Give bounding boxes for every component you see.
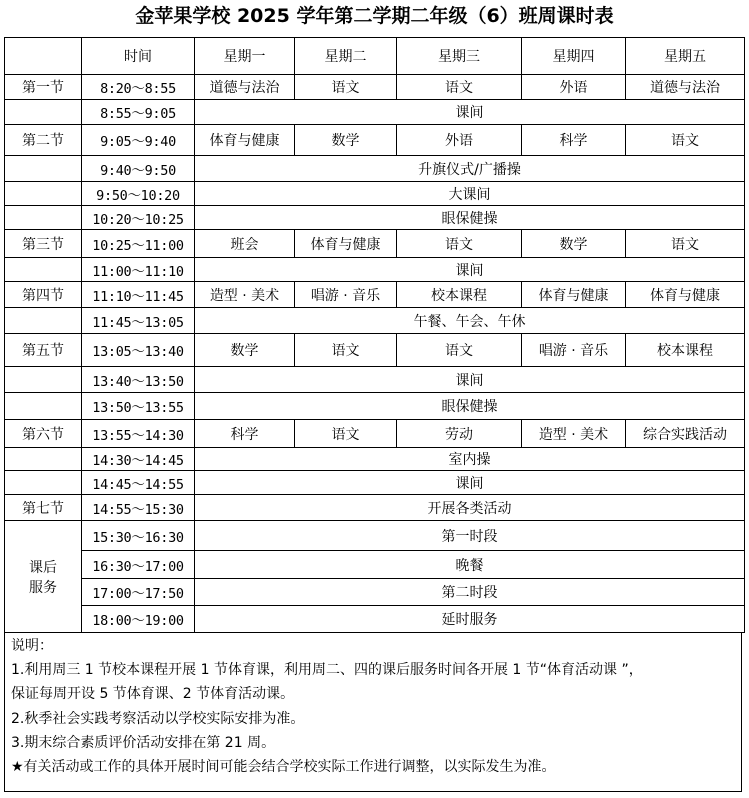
class-cell: 综合实践活动	[626, 420, 745, 448]
table-row	[5, 521, 745, 551]
notes-line: 保证每周开设 5 节体育课、2 节体育活动课。	[11, 686, 295, 703]
time-cell: 14:45～14:55	[82, 471, 195, 495]
class-cell: 体育与健康	[626, 282, 745, 308]
activity-cell: 延时服务	[195, 606, 745, 633]
period-label: 第六节	[5, 420, 82, 448]
table-row	[5, 551, 745, 579]
table-row	[5, 125, 745, 156]
table-row	[5, 308, 745, 334]
activity-cell: 大课间	[195, 182, 745, 206]
time-cell: 10:20～10:25	[82, 206, 195, 230]
class-cell: 体育与健康	[195, 125, 295, 156]
period-label: 第五节	[5, 334, 82, 367]
period-label: 第三节	[5, 230, 82, 258]
class-cell: 班会	[195, 230, 295, 258]
time-cell: 13:55～14:30	[82, 420, 195, 448]
header-monday: 星期一	[195, 38, 295, 75]
schedule-table	[4, 37, 745, 633]
activity-cell: 第一时段	[195, 521, 745, 551]
class-cell: 语文	[295, 334, 397, 367]
header-wednesday: 星期三	[397, 38, 522, 75]
activity-cell: 课间	[195, 471, 745, 495]
header-time: 时间	[82, 38, 195, 75]
notes-line: 2.秋季社会实践考察活动以学校实际安排为准。	[11, 710, 305, 727]
class-cell: 外语	[522, 75, 626, 100]
class-cell: 体育与健康	[522, 282, 626, 308]
period-label: 第七节	[5, 495, 82, 521]
class-cell: 数学	[295, 125, 397, 156]
activity-cell: 第二时段	[195, 579, 745, 606]
class-cell: 校本课程	[626, 334, 745, 367]
time-cell: 14:55～15:30	[82, 495, 195, 521]
class-cell: 语文	[626, 125, 745, 156]
period-label	[5, 448, 82, 471]
table-row	[5, 420, 745, 448]
table-row	[5, 579, 745, 606]
period-label: 第二节	[5, 125, 82, 156]
period-label: 第一节	[5, 75, 82, 100]
activity-cell: 升旗仪式/广播操	[195, 156, 745, 182]
table-row	[5, 156, 745, 182]
period-label	[5, 100, 82, 125]
activity-cell: 课间	[195, 367, 745, 393]
after-school-label	[5, 521, 82, 633]
class-cell: 体育与健康	[295, 230, 397, 258]
table-row	[5, 230, 745, 258]
header-friday: 星期五	[626, 38, 745, 75]
activity-cell: 课间	[195, 100, 745, 125]
activity-cell: 午餐、午会、午休	[195, 308, 745, 334]
class-cell: 语文	[295, 75, 397, 100]
class-cell: 数学	[522, 230, 626, 258]
activity-cell: 眼保健操	[195, 206, 745, 230]
activity-cell: 晚餐	[195, 551, 745, 579]
time-cell: 11:10～11:45	[82, 282, 195, 308]
time-cell: 8:55～9:05	[82, 100, 195, 125]
table-row	[5, 367, 745, 393]
table-row	[5, 448, 745, 471]
period-label	[5, 182, 82, 206]
header-tuesday: 星期二	[295, 38, 397, 75]
table-row	[5, 75, 745, 100]
class-cell: 道德与法治	[626, 75, 745, 100]
time-cell: 13:40～13:50	[82, 367, 195, 393]
table-row	[5, 495, 745, 521]
class-cell: 语文	[397, 230, 522, 258]
table-row	[5, 334, 745, 367]
time-cell: 17:00～17:50	[82, 579, 195, 606]
class-cell: 语文	[397, 334, 522, 367]
table-row	[5, 100, 745, 125]
class-cell: 劳动	[397, 420, 522, 448]
time-cell: 9:05～9:40	[82, 125, 195, 156]
notes-line: ★有关活动或工作的具体开展时间可能会结合学校实际工作进行调整，以实际发生为准。	[11, 759, 556, 776]
class-cell: 造型 · 美术	[522, 420, 626, 448]
time-cell: 15:30～16:30	[82, 521, 195, 551]
period-label	[5, 156, 82, 182]
class-cell: 科学	[522, 125, 626, 156]
notes-heading: 说明：	[11, 638, 53, 654]
period-label: 第四节	[5, 282, 82, 308]
table-row	[5, 471, 745, 495]
period-label	[5, 367, 82, 393]
notes-line: 3.期末综合素质评价活动安排在第 21 周。	[11, 734, 276, 751]
header-thursday: 星期四	[522, 38, 626, 75]
time-cell: 9:50～10:20	[82, 182, 195, 206]
class-cell: 造型 · 美术	[195, 282, 295, 308]
period-label	[5, 258, 82, 282]
table-row	[5, 606, 745, 633]
page-title: 金苹果学校 2025 学年第二学期二年级（6）班周课时表	[135, 5, 614, 27]
activity-cell: 室内操	[195, 448, 745, 471]
after-school-label-line2: 服务	[29, 579, 57, 596]
time-cell: 16:30～17:00	[82, 551, 195, 579]
after-school-label-line1: 课后	[29, 559, 57, 576]
class-cell: 科学	[195, 420, 295, 448]
table-row	[5, 258, 745, 282]
class-cell: 语文	[295, 420, 397, 448]
time-cell: 13:50～13:55	[82, 393, 195, 420]
time-cell: 18:00～19:00	[82, 606, 195, 633]
notes-line: 1.利用周三 1 节校本课程开展 1 节体育课，利用周二、四的课后服务时间各开展 1 节“体育活动课 ”，	[11, 662, 643, 679]
class-cell: 数学	[195, 334, 295, 367]
time-cell: 8:20～8:55	[82, 75, 195, 100]
notes-box	[4, 632, 742, 792]
period-label	[5, 206, 82, 230]
header-row	[5, 38, 745, 75]
time-cell: 9:40～9:50	[82, 156, 195, 182]
period-label	[5, 471, 82, 495]
class-cell: 语文	[626, 230, 745, 258]
class-cell: 外语	[397, 125, 522, 156]
class-cell: 校本课程	[397, 282, 522, 308]
time-cell: 11:00～11:10	[82, 258, 195, 282]
class-cell: 唱游 · 音乐	[522, 334, 626, 367]
class-cell: 道德与法治	[195, 75, 295, 100]
class-cell: 语文	[397, 75, 522, 100]
table-row	[5, 393, 745, 420]
time-cell: 14:30～14:45	[82, 448, 195, 471]
time-cell: 13:05～13:40	[82, 334, 195, 367]
time-cell: 11:45～13:05	[82, 308, 195, 334]
table-row	[5, 206, 745, 230]
table-row	[5, 282, 745, 308]
period-label	[5, 393, 82, 420]
class-cell: 唱游 · 音乐	[295, 282, 397, 308]
activity-cell: 开展各类活动	[195, 495, 745, 521]
activity-cell: 课间	[195, 258, 745, 282]
time-cell: 10:25～11:00	[82, 230, 195, 258]
table-row	[5, 182, 745, 206]
activity-cell: 眼保健操	[195, 393, 745, 420]
header-period	[5, 38, 82, 75]
period-label	[5, 308, 82, 334]
